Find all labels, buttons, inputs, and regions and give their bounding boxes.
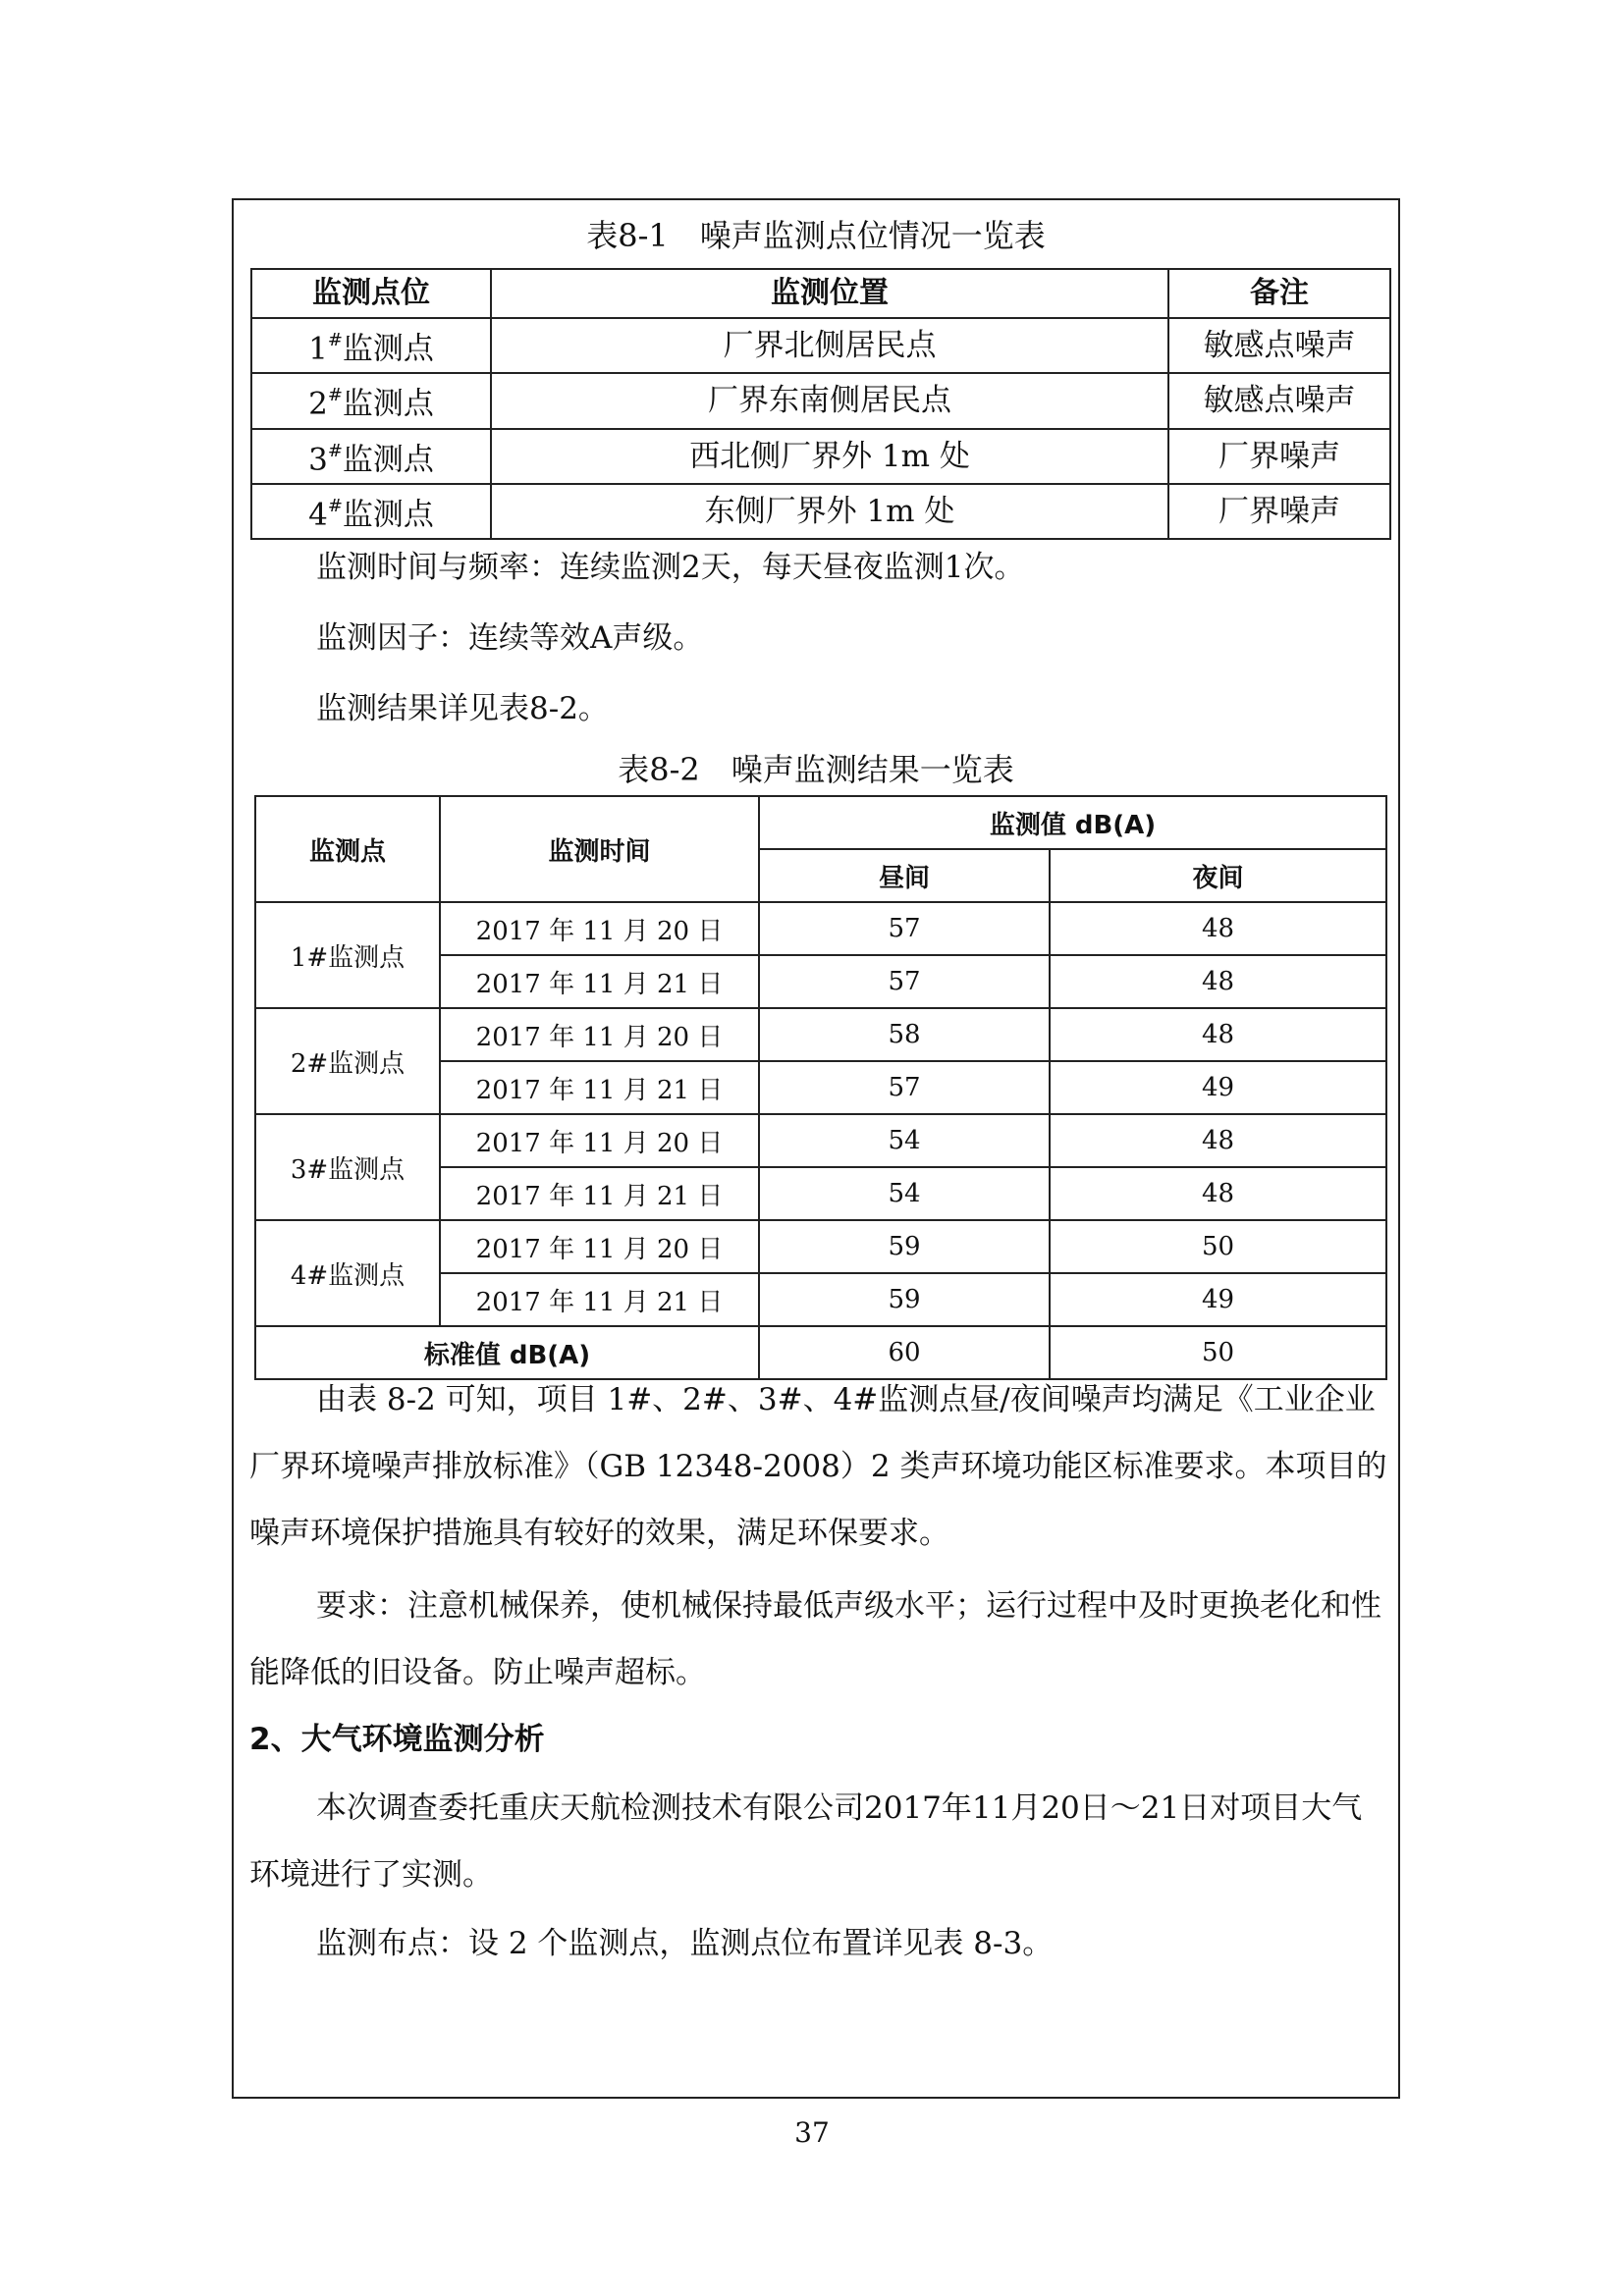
noise-results-table	[254, 795, 1387, 1380]
header-point: 监测点位	[251, 269, 491, 318]
date-cell: 2017 年 11 月 21 日	[440, 1273, 759, 1326]
paragraph-result-ref: 监测结果详见表8-2。	[316, 691, 609, 726]
night-value: 48	[1050, 955, 1386, 1008]
date-cell: 2017 年 11 月 20 日	[440, 1008, 759, 1061]
page-frame	[232, 198, 1400, 2099]
section-heading-air: 2、大气环境监测分析	[249, 1722, 545, 1757]
point-cell: 1#监测点	[255, 902, 440, 1008]
night-value: 48	[1050, 1008, 1386, 1061]
paragraph-frequency: 监测时间与频率：连续监测2天，每天昼夜监测1次。	[316, 550, 1025, 585]
standard-day: 60	[759, 1326, 1050, 1379]
point-cell: 4#监测点	[251, 484, 491, 539]
table-header-row	[251, 269, 1390, 318]
night-value: 50	[1050, 1220, 1386, 1273]
table2-caption: 表8-2 噪声监测结果一览表	[618, 751, 1014, 788]
table1-caption: 表8-1 噪声监测点位情况一览表	[586, 217, 1046, 254]
location-cell: 东侧厂界外 1m 处	[491, 484, 1168, 539]
night-value: 48	[1050, 1114, 1386, 1167]
note-cell: 敏感点噪声	[1168, 318, 1390, 373]
location-cell: 厂界东南侧居民点	[491, 373, 1168, 428]
night-value: 48	[1050, 1167, 1386, 1220]
date-cell: 2017 年 11 月 21 日	[440, 955, 759, 1008]
paragraph-conclusion: 由表 8-2 可知，项目 1#、2#、3#、4#监测点昼/夜间噪声均满足《工业企业厂界环境噪声排放标准》（GB 12348-2008）2 类声环境功能区标准要求。本项目的噪声环境保护措施具有较好的效果，满足环保要求。	[249, 1382, 1387, 1551]
paragraph-requirement: 要求：注意机械保养，使机械保持最低声级水平；运行过程中及时更换老化和性能降低的旧设备。防止噪声超标。	[249, 1588, 1381, 1690]
point-cell: 4#监测点	[255, 1220, 440, 1326]
night-value: 49	[1050, 1061, 1386, 1114]
table-row	[255, 1114, 1386, 1167]
day-value: 59	[759, 1273, 1050, 1326]
table-header-row	[255, 796, 1386, 849]
date-cell: 2017 年 11 月 21 日	[440, 1061, 759, 1114]
date-cell: 2017 年 11 月 20 日	[440, 1220, 759, 1273]
point-cell: 1#监测点	[251, 318, 491, 373]
table-row	[251, 318, 1390, 373]
point-cell: 2#监测点	[255, 1008, 440, 1114]
header-point: 监测点	[255, 796, 440, 902]
monitoring-points-table	[250, 268, 1391, 540]
point-cell: 2#监测点	[251, 373, 491, 428]
table-row	[255, 1220, 1386, 1273]
night-value: 49	[1050, 1273, 1386, 1326]
note-cell: 敏感点噪声	[1168, 373, 1390, 428]
note-cell: 厂界噪声	[1168, 484, 1390, 539]
header-night: 夜间	[1050, 849, 1386, 902]
standard-label: 标准值 dB(A)	[255, 1326, 759, 1379]
header-day: 昼间	[759, 849, 1050, 902]
table-row	[255, 1008, 1386, 1061]
day-value: 58	[759, 1008, 1050, 1061]
note-cell: 厂界噪声	[1168, 429, 1390, 484]
date-cell: 2017 年 11 月 20 日	[440, 902, 759, 955]
paragraph-air-intro: 本次调查委托重庆天航检测技术有限公司2017年11月20日～21日对项目大气环境进行了实测。	[249, 1790, 1363, 1893]
date-cell: 2017 年 11 月 20 日	[440, 1114, 759, 1167]
header-location: 监测位置	[491, 269, 1168, 318]
day-value: 59	[759, 1220, 1050, 1273]
table-row	[255, 902, 1386, 955]
point-cell: 3#监测点	[255, 1114, 440, 1220]
day-value: 57	[759, 902, 1050, 955]
table-row	[251, 373, 1390, 428]
day-value: 57	[759, 955, 1050, 1008]
header-value: 监测值 dB(A)	[759, 796, 1386, 849]
header-note: 备注	[1168, 269, 1390, 318]
day-value: 54	[759, 1114, 1050, 1167]
day-value: 57	[759, 1061, 1050, 1114]
page-number: 37	[794, 2116, 830, 2149]
night-value: 48	[1050, 902, 1386, 955]
standard-night: 50	[1050, 1326, 1386, 1379]
paragraph-factor: 监测因子：连续等效A声级。	[316, 620, 704, 656]
point-cell: 3#监测点	[251, 429, 491, 484]
paragraph-air-points: 监测布点：设 2 个监测点，监测点位布置详见表 8-3。	[316, 1926, 1054, 1961]
table-row	[251, 484, 1390, 539]
day-value: 54	[759, 1167, 1050, 1220]
date-cell: 2017 年 11 月 21 日	[440, 1167, 759, 1220]
location-cell: 厂界北侧居民点	[491, 318, 1168, 373]
table-row	[251, 429, 1390, 484]
location-cell: 西北侧厂界外 1m 处	[491, 429, 1168, 484]
header-time: 监测时间	[440, 796, 759, 902]
